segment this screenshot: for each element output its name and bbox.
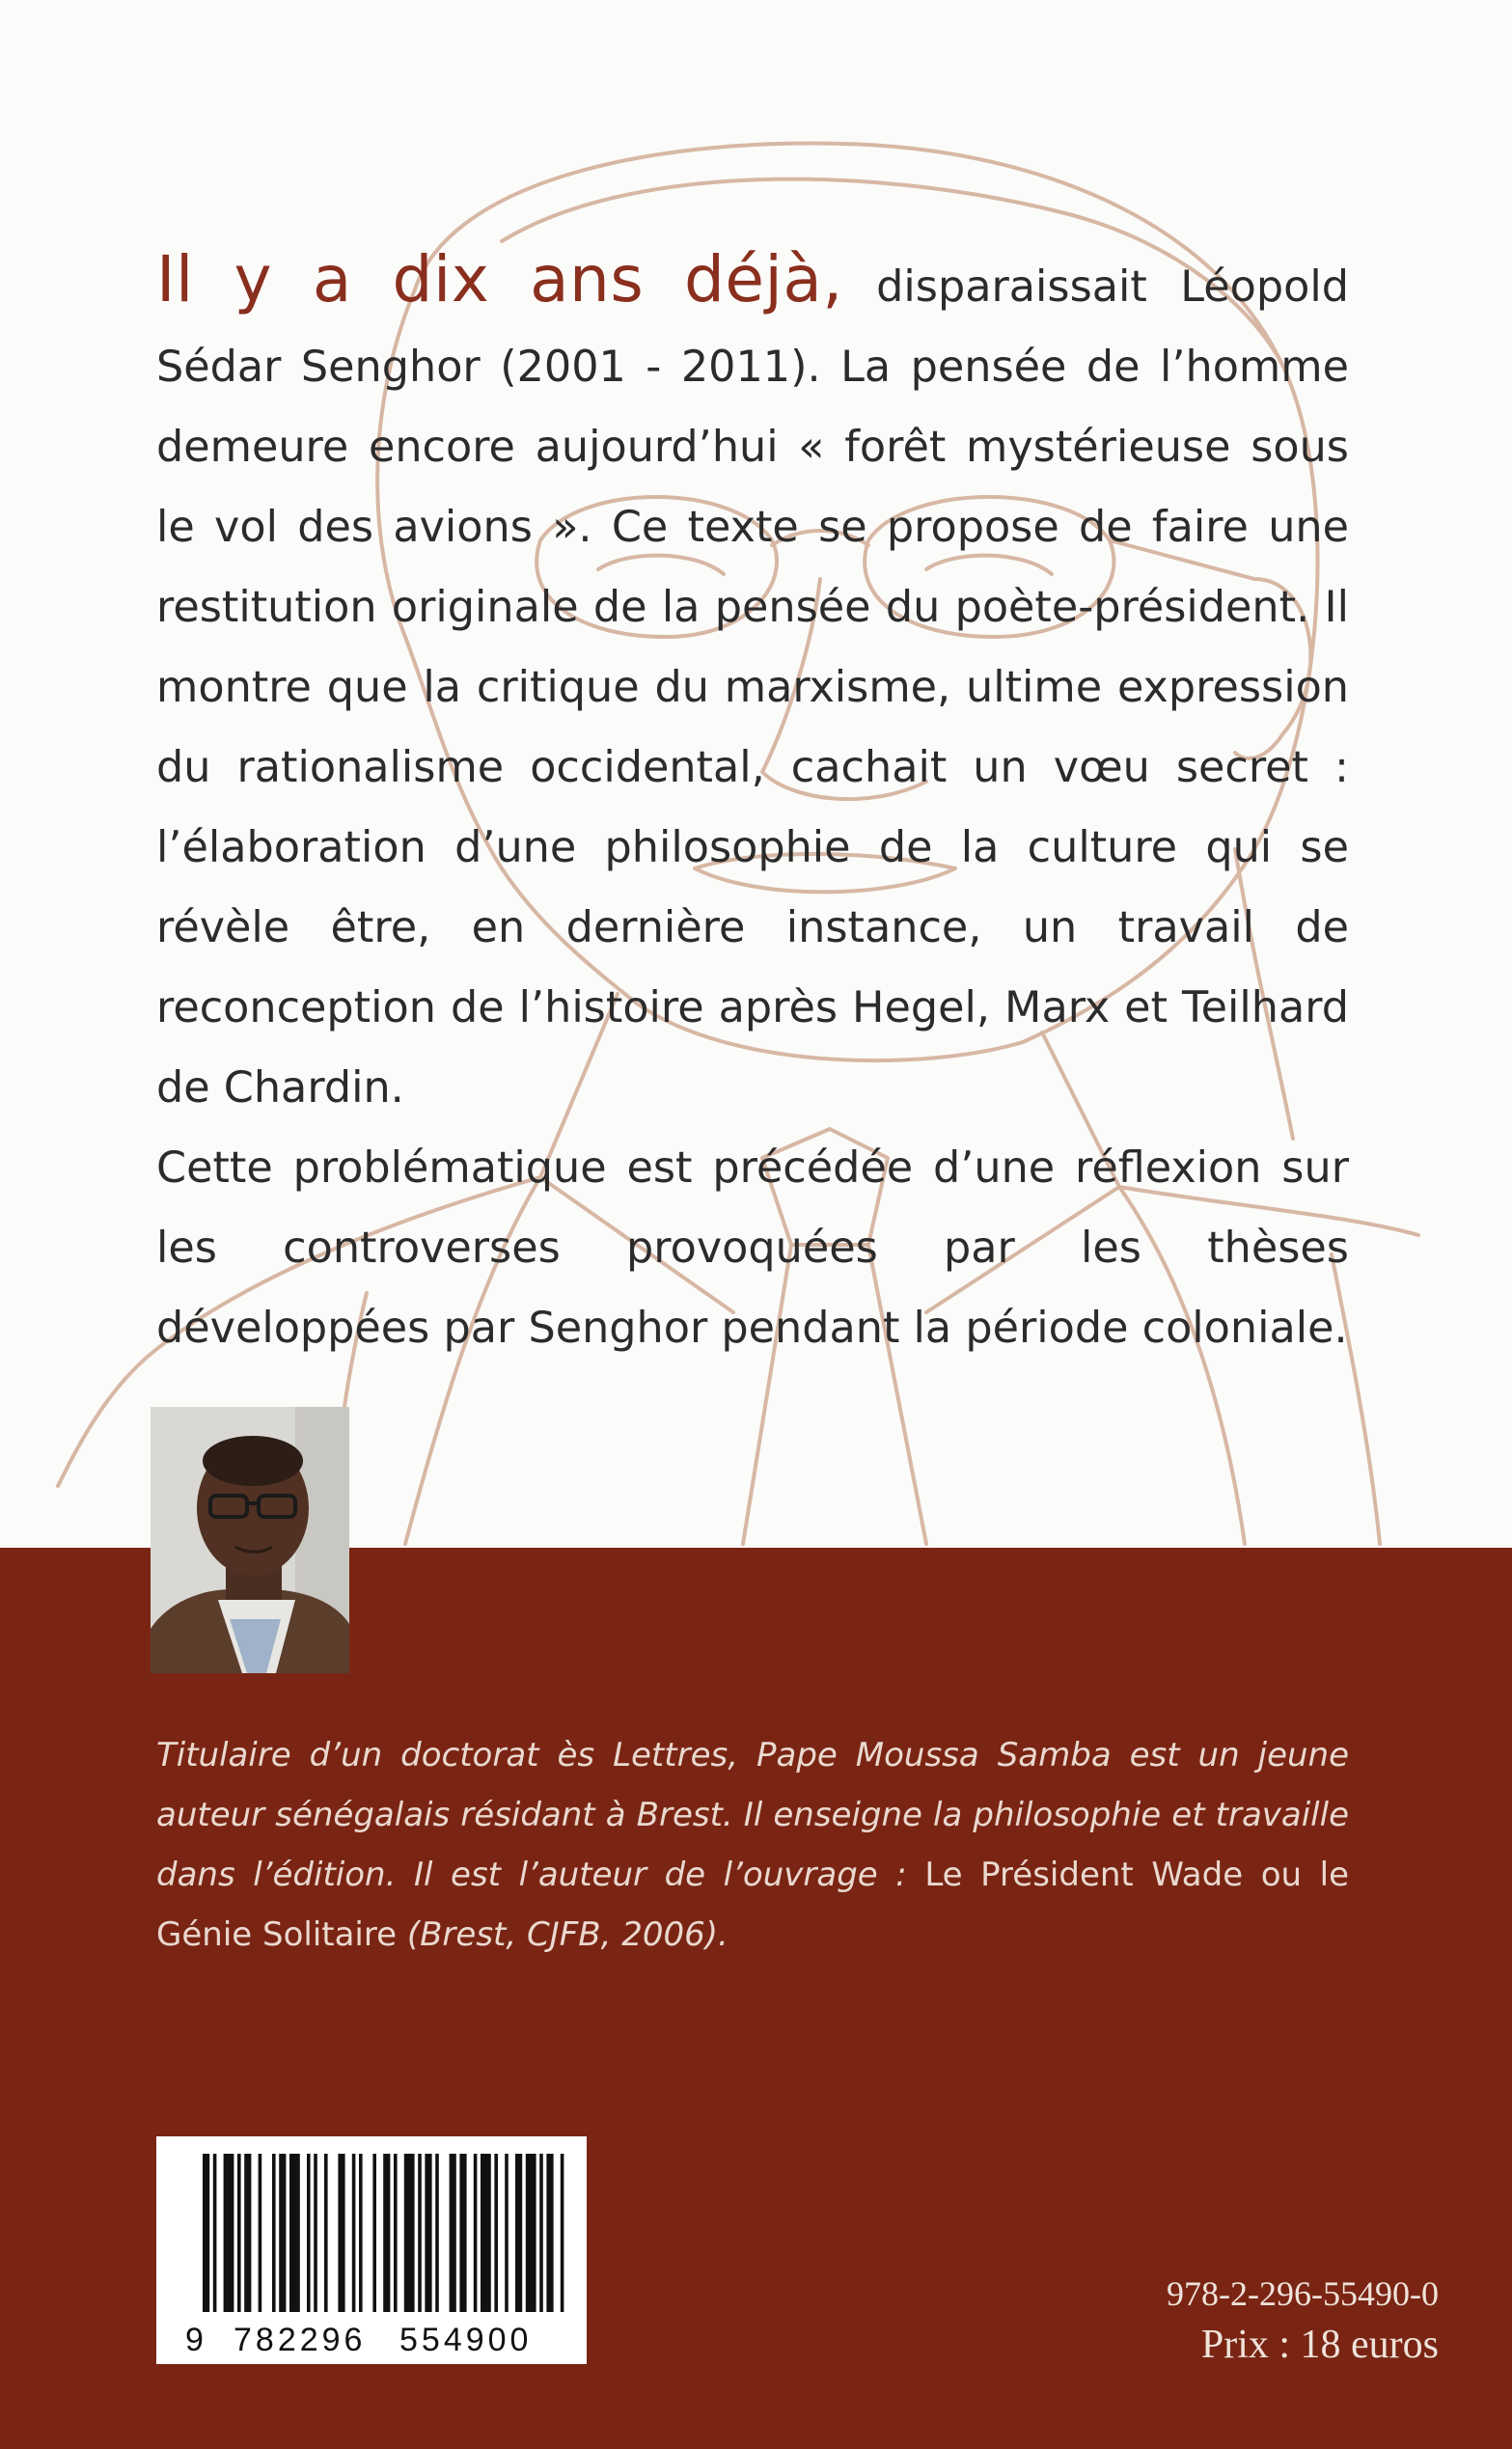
- isbn: 978-2-296-55490-0: [1167, 2274, 1439, 2313]
- barcode-bar: [259, 2154, 262, 2312]
- barcode-lead-digit: 9: [185, 2322, 204, 2358]
- barcode-bar: [279, 2154, 286, 2312]
- barcode-image: [156, 2136, 587, 2364]
- blurb-paragraph-1: [156, 239, 1349, 1128]
- barcode-bar: [526, 2154, 536, 2312]
- barcode-bar: [314, 2154, 317, 2312]
- barcode-bar: [289, 2154, 300, 2312]
- barcode-bar: [435, 2154, 439, 2312]
- bio-text: Titulaire d’un doctorat ès Lettres, Pape Moussa Samba est un jeune auteur sénégalais résidant à Brest. Il enseigne la philosophie et travaille dans l’édition. Il est l’auteur de l’ouvrage :: [156, 1736, 1349, 1894]
- blurb: [156, 239, 1349, 1368]
- barcode-bar: [394, 2154, 398, 2312]
- bio-text-end: (Brest, CJFB, 2006).: [397, 1915, 729, 1954]
- barcode-bar: [481, 2154, 491, 2312]
- barcode-bar: [359, 2154, 363, 2312]
- barcode-bar: [383, 2154, 390, 2312]
- barcode-bar: [505, 2154, 509, 2312]
- barcode-bar: [224, 2154, 234, 2312]
- barcode-bar: [244, 2154, 251, 2312]
- barcode-bar: [418, 2154, 422, 2312]
- barcode-bar: [515, 2154, 522, 2312]
- blurb-lead: Il y a dix ans déjà,: [156, 242, 843, 316]
- price: Prix : 18 euros: [1200, 2323, 1439, 2367]
- barcode-bar: [338, 2154, 344, 2312]
- barcode-bar: [546, 2154, 553, 2312]
- barcode-bar: [237, 2154, 241, 2312]
- barcode-bar: [459, 2154, 466, 2312]
- barcode-group-1: 782296: [234, 2322, 367, 2358]
- barcode-bar: [307, 2154, 311, 2312]
- barcode: [156, 2136, 587, 2364]
- barcode-bar: [272, 2154, 276, 2312]
- barcode-bar: [474, 2154, 478, 2312]
- author-photo-image: [151, 1407, 349, 1673]
- barcode-bar: [494, 2154, 498, 2312]
- barcode-bar: [425, 2154, 431, 2312]
- bio-book-title: Le Président Wade ou le Génie Solitaire: [156, 1856, 1349, 1954]
- barcode-bar: [213, 2154, 217, 2312]
- blurb-paragraph-2: Cette problématique est précédée d’une réflexion sur les controverses provoquées par les thèses développées par Senghor pendant la période coloniale.: [156, 1143, 1349, 1353]
- author-photo: [151, 1407, 349, 1673]
- blurb-paragraph-1-text: disparaissait Léopold Sédar Senghor (2001 - 2011). La pensée de l’homme demeure encore aujourd’hui « forêt mystérieuse sous le vol des avions ». Ce texte se propose de faire une restitution originale de la pensée du poète-président. Il montre que la critique du marxisme, ultime expression du rationalisme occidental, cachait un vœu secret : l’élaboration d’une philosophie de la culture qui se révèle être, en dernière instance, un travail de reconception de l’histoire après Hegel, Marx et Teilhard de Chardin.: [156, 262, 1349, 1113]
- barcode-bar: [450, 2154, 456, 2312]
- barcode-bar: [352, 2154, 356, 2312]
- author-bio: [156, 1725, 1349, 1965]
- barcode-bar: [561, 2154, 564, 2312]
- barcode-bar: [372, 2154, 376, 2312]
- barcode-bar: [203, 2154, 209, 2312]
- barcode-bar: [404, 2154, 415, 2312]
- barcode-group-2: 554900: [399, 2322, 533, 2358]
- barcode-bar: [539, 2154, 543, 2312]
- barcode-bar: [324, 2154, 328, 2312]
